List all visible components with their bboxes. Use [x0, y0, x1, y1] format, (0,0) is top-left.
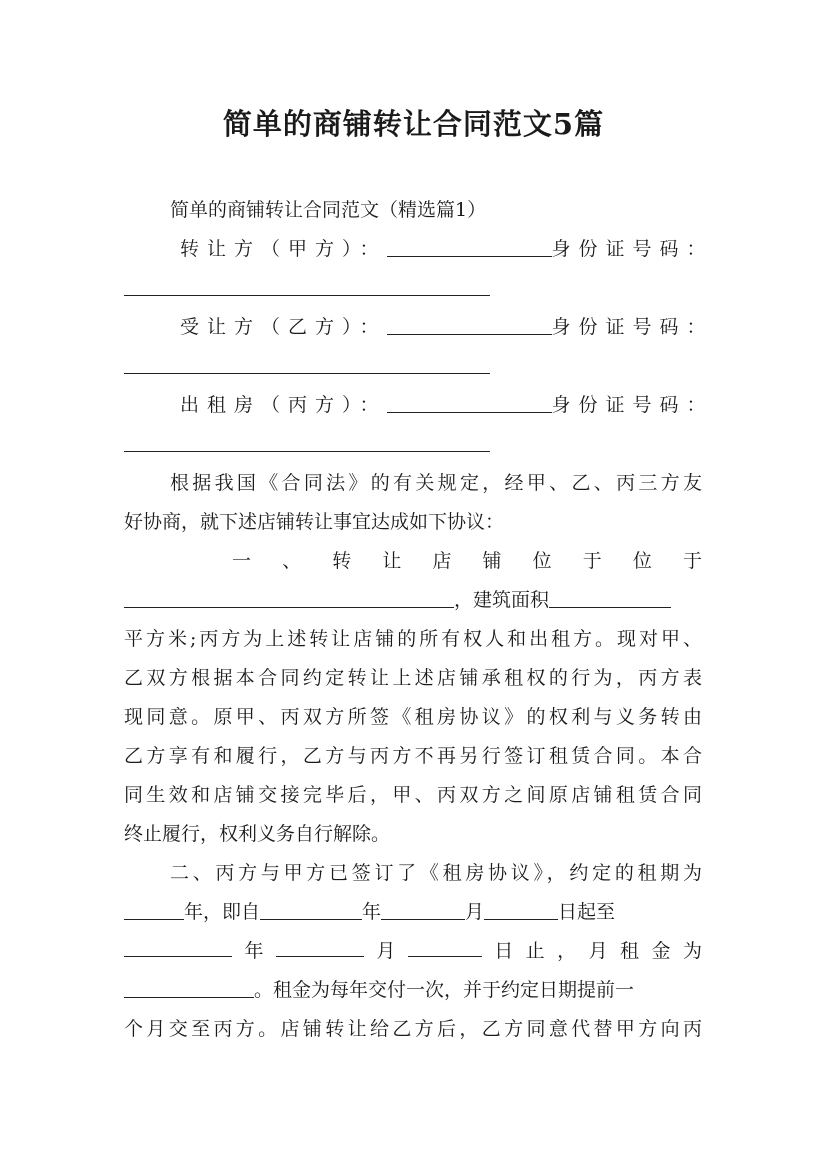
document-subtitle: 简单的商铺转让合同范文（精选篇1） — [170, 199, 487, 221]
clause2-char: 止 — [525, 940, 545, 962]
clause2-char: 金 — [651, 940, 671, 962]
clause2-char: 月 — [376, 940, 396, 962]
clause2-char: 年 — [244, 940, 264, 962]
clause1-char: 、 — [282, 550, 302, 572]
clause2-char: 日 — [494, 940, 514, 962]
start-year-blank — [260, 918, 362, 920]
clause1-char: 位 — [632, 550, 652, 572]
clause1-line-8: 终止履行，权利义务自行解除。 — [124, 823, 391, 845]
landlord-id-blank — [124, 450, 490, 452]
transferor-id-line — [124, 268, 702, 308]
clause1-line-7: 同生效和店铺交接完毕后，甲、丙双方之间原店铺租赁合同 — [124, 784, 702, 806]
clause1-char: 于 — [582, 550, 602, 572]
transferor-id-blank — [124, 294, 490, 296]
clause1-char: 一 — [232, 550, 252, 572]
party-transferor-label: 转让方（甲方）： — [180, 238, 387, 260]
clause1-line-6: 乙方享有和履行，乙方与丙方不再另行签订租赁合同。本合 — [124, 745, 702, 767]
clause2-char: 租 — [620, 940, 640, 962]
party-transferee-line — [180, 307, 714, 347]
page-title: 简单的商铺转让合同范文5篇 — [222, 107, 605, 141]
lease-years-blank — [124, 918, 184, 920]
building-area-label: ，建筑面积 — [454, 589, 550, 611]
clause2-text: 年，即自 — [184, 901, 261, 923]
clause2-char: 为 — [682, 940, 702, 962]
clause1-line-4: 乙双方根据本合同约定转让上述店铺承租权的行为，丙方表 — [124, 667, 702, 689]
clause1-char: 店 — [432, 550, 452, 572]
clause1-line-2 — [124, 580, 702, 620]
clause2-text: 日起至 — [558, 901, 616, 923]
end-year-blank — [124, 955, 232, 957]
clause2-char: ， — [557, 940, 577, 962]
clause2-line-5: 个月交至丙方。店铺转让给乙方后，乙方同意代替甲方向丙 — [124, 1018, 702, 1040]
building-area-blank — [549, 606, 671, 608]
intro-line-1: 根据我国《合同法》的有关规定，经甲、乙、丙三方友 — [170, 472, 702, 494]
transferee-id-blank — [124, 372, 490, 374]
party-transferee-label: 受让方（乙方）： — [180, 316, 387, 338]
start-day-blank — [484, 918, 558, 920]
clause1-char: 让 — [382, 550, 402, 572]
party-transferor-line — [180, 229, 714, 269]
start-month-blank — [381, 918, 465, 920]
clause1-char: 于 — [682, 550, 702, 572]
clause2-line-4 — [124, 970, 702, 1010]
clause2-line-2 — [124, 892, 702, 932]
landlord-name-blank — [387, 411, 552, 413]
end-month-blank — [276, 955, 364, 957]
shop-location-blank — [124, 606, 454, 608]
clause2-line-3 — [124, 931, 702, 971]
party-landlord-line — [180, 385, 714, 425]
clause1-line-3: 平方米;丙方为上述转让店铺的所有权人和出租方。现对甲、 — [124, 628, 702, 650]
monthly-rent-blank — [124, 996, 254, 998]
transferee-id-line — [124, 346, 702, 386]
transferee-name-blank — [387, 333, 552, 335]
clause2-text: 年 — [362, 901, 382, 923]
clause2-line-1: 二、丙方与甲方已签订了《租房协议》，约定的租期为 — [170, 862, 702, 884]
clause2-char: 月 — [588, 940, 608, 962]
party-transferor-id-label: 身份证号码： — [551, 238, 714, 260]
transferor-name-blank — [387, 255, 552, 257]
clause2-text: 。租金为每年交付一次，并于约定日期提前一 — [254, 979, 635, 1001]
party-landlord-id-label: 身份证号码： — [551, 394, 714, 416]
party-landlord-label: 出租房（丙方）： — [180, 394, 387, 416]
party-transferee-id-label: 身份证号码： — [551, 316, 714, 338]
clause1-line-1 — [232, 541, 702, 581]
end-day-blank — [408, 955, 482, 957]
clause1-char: 转 — [332, 550, 352, 572]
clause1-line-5: 现同意。原甲、丙双方所签《租房协议》的权利与义务转由 — [124, 706, 702, 728]
clause1-char: 位 — [532, 550, 552, 572]
clause2-text: 月 — [465, 901, 485, 923]
clause1-char: 铺 — [482, 550, 502, 572]
intro-line-2: 好协商，就下述店铺转让事宜达成如下协议： — [124, 511, 505, 533]
landlord-id-line — [124, 424, 702, 464]
